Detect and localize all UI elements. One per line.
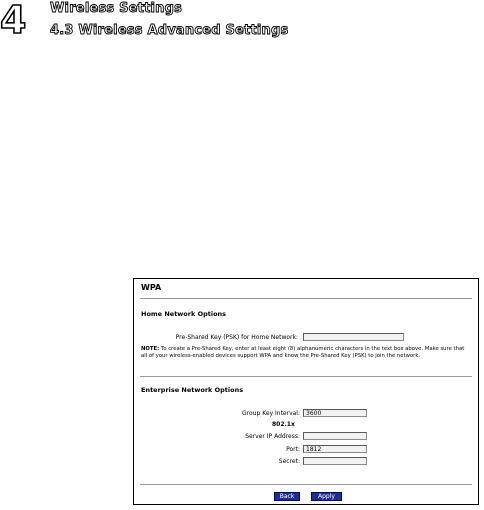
- home-network-heading: Home Network Options: [141, 310, 227, 318]
- chapter-number: 4: [0, 0, 27, 42]
- secret-input[interactable]: [303, 457, 367, 465]
- group-key-input[interactable]: [303, 409, 367, 417]
- wpa-settings-panel: [133, 278, 479, 505]
- panel-title: WPA: [141, 283, 162, 292]
- note-prefix: NOTE:: [141, 346, 160, 352]
- chapter-title: Wireless Settings: [50, 1, 183, 16]
- secret-label: Secret:: [278, 458, 300, 465]
- port-input[interactable]: [303, 445, 367, 453]
- divider-middle: [140, 376, 472, 377]
- back-button[interactable]: Back: [274, 492, 300, 501]
- port-label: Port:: [286, 446, 300, 453]
- psk-label: Pre-Shared Key (PSK) for Home Network:: [175, 334, 298, 341]
- server-ip-label: Server IP Address:: [245, 433, 300, 440]
- section-title: 4.3 Wireless Advanced Settings: [50, 23, 289, 38]
- psk-input[interactable]: [303, 333, 404, 341]
- divider-bottom: [140, 484, 472, 485]
- apply-button[interactable]: Apply: [311, 492, 342, 501]
- group-key-label: Group Key Interval:: [242, 410, 300, 417]
- server-ip-input[interactable]: [303, 432, 367, 440]
- psk-note: [141, 346, 471, 360]
- enterprise-network-heading: Enterprise Network Options: [141, 386, 244, 394]
- 8021x-heading: 802.1x: [272, 421, 295, 428]
- note-text: To create a Pre-Shared Key, enter at least eight (8) alphanumeric characters in the text box above. Make sure that all of your wireless-enabled devices support WPA and know the Pre-Shared Key (PSK) to join the network.: [141, 346, 465, 360]
- divider-top: [140, 298, 472, 299]
